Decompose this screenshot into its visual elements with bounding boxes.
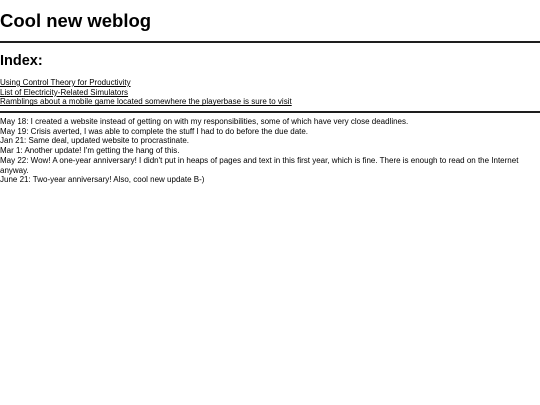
site-title: Cool new weblog <box>0 10 152 31</box>
index-link-list <box>0 78 292 107</box>
log-entry: May 18: I created a website instead of getting on with my responsibilities, some of which have very close deadlines. <box>0 117 409 126</box>
log-entry: June 21: Two-year anniversary! Also, cool new update B-) <box>0 175 205 185</box>
log-entry: May 22: Wow! A one-year anniversary! I didn't put in heaps of pages and text in this first year, which is fine. There is enough to read on the Internet anyway. <box>0 155 519 175</box>
index-heading: Index: <box>0 53 43 69</box>
header-divider <box>0 41 540 43</box>
index-list-item <box>0 88 292 98</box>
log-entry: Jan 21: Same deal, updated website to procrastinate. <box>0 136 190 146</box>
log-entry: Mar 1: Another update! I'm getting the hang of this. <box>0 146 180 156</box>
index-divider <box>0 111 540 113</box>
link-mobile-game-ramblings[interactable]: Ramblings about a mobile game located somewhere the playerbase is sure to visit <box>0 97 292 107</box>
index-list-item <box>0 97 292 107</box>
link-electricity-simulators[interactable]: List of Electricity-Related Simulators <box>0 87 129 97</box>
log-entry: May 19: Crisis averted, I was able to complete the stuff I had to do before the due date. <box>0 126 309 136</box>
link-control-theory-productivity[interactable]: Using Control Theory for Productivity <box>0 78 131 87</box>
update-log <box>0 117 520 185</box>
index-list-item <box>0 78 292 88</box>
